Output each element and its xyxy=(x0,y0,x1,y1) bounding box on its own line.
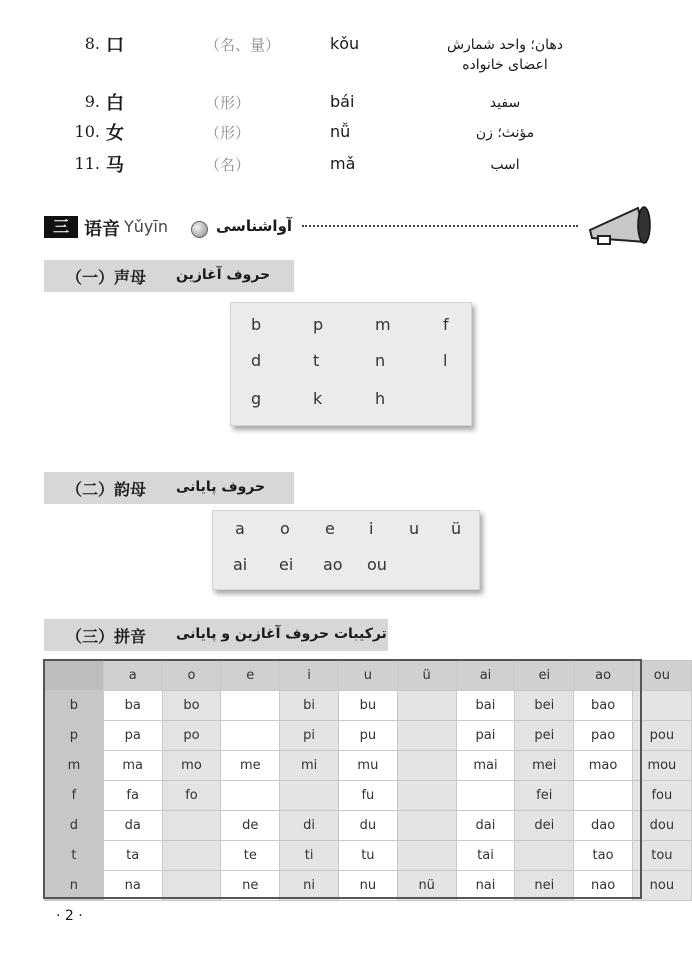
vocab-number: 11. xyxy=(74,154,100,173)
syllable-cell: nei xyxy=(515,871,574,901)
row-header: n xyxy=(45,871,104,901)
final-letter: u xyxy=(409,519,420,538)
syllable-cell: mo xyxy=(162,751,221,781)
megaphone-icon xyxy=(586,200,656,250)
pinyin-heading-persian: ترکیبات حروف آغازین و پایانی xyxy=(176,626,387,642)
syllable-cell: dou xyxy=(632,811,691,841)
syllable-cell: pi xyxy=(280,721,339,751)
vocab-row xyxy=(0,150,692,180)
syllable-cell xyxy=(162,811,221,841)
column-header: ou xyxy=(632,661,691,691)
syllable-cell: ba xyxy=(103,691,162,721)
syllable-cell: tou xyxy=(632,841,691,871)
column-header: i xyxy=(280,661,339,691)
vocab-character: 女 xyxy=(106,123,124,144)
syllable-cell: tao xyxy=(574,841,633,871)
syllable-cell: pu xyxy=(338,721,397,751)
vocab-pinyin: mǎ xyxy=(330,154,356,173)
final-letter: e xyxy=(325,519,335,538)
column-header: ei xyxy=(515,661,574,691)
syllable-cell: dai xyxy=(456,811,515,841)
syllable-cell: fa xyxy=(103,781,162,811)
syllable-cell: nao xyxy=(574,871,633,901)
syllable-cell: dao xyxy=(574,811,633,841)
final-letter: i xyxy=(369,519,374,538)
syllable-cell: pei xyxy=(515,721,574,751)
finals-heading-chinese: （二）韵母 xyxy=(66,480,147,499)
final-letter: ou xyxy=(367,555,387,574)
row-header: m xyxy=(45,751,104,781)
column-header: u xyxy=(338,661,397,691)
vocab-meaning-line: اعضای خانواده xyxy=(462,57,548,73)
table-row xyxy=(45,871,692,901)
column-header: ai xyxy=(456,661,515,691)
syllable-cell: me xyxy=(221,751,280,781)
syllable-cell xyxy=(221,781,280,811)
pinyin-heading xyxy=(44,619,388,651)
syllable-cell: fei xyxy=(515,781,574,811)
syllable-cell xyxy=(397,841,456,871)
vocab-part-of-speech: （形） xyxy=(205,124,251,142)
column-header: ü xyxy=(397,661,456,691)
syllable-cell xyxy=(162,871,221,901)
syllable-cell: bai xyxy=(456,691,515,721)
section-title-chinese: 语音 xyxy=(84,219,120,240)
dotted-leader-line xyxy=(302,225,578,227)
row-header: p xyxy=(45,721,104,751)
vocab-part-of-speech: （名） xyxy=(205,156,251,174)
syllable-cell: pai xyxy=(456,721,515,751)
syllable-cell: bo xyxy=(162,691,221,721)
initial-letter: k xyxy=(313,389,323,408)
syllable-cell: tai xyxy=(456,841,515,871)
syllable-cell: pou xyxy=(632,721,691,751)
syllable-cell: bi xyxy=(280,691,339,721)
finals-panel xyxy=(212,510,480,590)
syllable-cell: mei xyxy=(515,751,574,781)
syllable-cell: bei xyxy=(515,691,574,721)
table-header-row xyxy=(45,661,692,691)
syllable-cell: mou xyxy=(632,751,691,781)
syllable-cell xyxy=(162,841,221,871)
vocab-number: 9. xyxy=(84,92,100,111)
row-header: t xyxy=(45,841,104,871)
syllable-cell: dei xyxy=(515,811,574,841)
syllable-cell xyxy=(456,781,515,811)
vocab-character: 白 xyxy=(106,93,124,114)
syllable-cell: te xyxy=(221,841,280,871)
table-corner-cell xyxy=(45,661,104,691)
table-row xyxy=(45,691,692,721)
syllable-cell: bao xyxy=(574,691,633,721)
syllable-cell: fo xyxy=(162,781,221,811)
initial-letter: d xyxy=(251,351,262,370)
initial-letter: b xyxy=(251,315,262,334)
syllable-cell xyxy=(397,751,456,781)
syllable-cell: fou xyxy=(632,781,691,811)
initial-letter: p xyxy=(313,315,324,334)
syllable-cell: pa xyxy=(103,721,162,751)
table-row xyxy=(45,751,692,781)
column-header: o xyxy=(162,661,221,691)
column-header: ao xyxy=(574,661,633,691)
syllable-cell: ni xyxy=(280,871,339,901)
vocab-number: 8. xyxy=(84,34,100,53)
syllable-cell xyxy=(221,721,280,751)
syllable-cell: ma xyxy=(103,751,162,781)
initials-heading xyxy=(44,260,294,292)
final-letter: ei xyxy=(279,555,294,574)
syllable-cell: ta xyxy=(103,841,162,871)
syllable-cell: de xyxy=(221,811,280,841)
syllable-cell xyxy=(397,691,456,721)
pinyin-combination-table xyxy=(44,660,692,901)
column-header: e xyxy=(221,661,280,691)
table-row xyxy=(45,721,692,751)
syllable-cell: di xyxy=(280,811,339,841)
vocab-row xyxy=(0,118,692,148)
row-header: f xyxy=(45,781,104,811)
initials-panel xyxy=(230,302,472,426)
initial-letter: m xyxy=(375,315,391,334)
page-number: · 2 · xyxy=(56,908,83,924)
vocab-pinyin: kǒu xyxy=(330,34,360,53)
vocab-meaning-line: دهان؛ واحد شمارش xyxy=(446,37,564,53)
vocab-meaning xyxy=(410,35,600,75)
final-letter: ai xyxy=(233,555,248,574)
syllable-cell: mi xyxy=(280,751,339,781)
syllable-cell xyxy=(397,721,456,751)
syllable-cell xyxy=(632,691,691,721)
vocab-meaning: سفید xyxy=(489,95,521,111)
syllable-cell: pao xyxy=(574,721,633,751)
vocab-character: 口 xyxy=(106,35,124,56)
vocab-part-of-speech: （形） xyxy=(205,94,251,112)
syllable-cell: tu xyxy=(338,841,397,871)
vocab-number: 10. xyxy=(74,122,100,141)
section-title-pinyin: Yǔyīn xyxy=(124,217,168,236)
syllable-cell xyxy=(397,811,456,841)
vocab-row xyxy=(0,88,692,118)
section-heading xyxy=(44,213,604,243)
vocab-meaning: مؤنث؛ زن xyxy=(475,125,535,141)
syllable-cell xyxy=(397,781,456,811)
final-letter: o xyxy=(280,519,290,538)
syllable-cell: mao xyxy=(574,751,633,781)
section-title-persian: آواشناسی xyxy=(216,217,293,235)
syllable-cell: du xyxy=(338,811,397,841)
syllable-cell xyxy=(280,781,339,811)
syllable-cell: po xyxy=(162,721,221,751)
initials-heading-chinese: （一）声母 xyxy=(66,268,147,287)
vocab-pinyin: bái xyxy=(330,92,355,111)
syllable-cell: ti xyxy=(280,841,339,871)
table-row xyxy=(45,811,692,841)
syllable-cell: mai xyxy=(456,751,515,781)
final-letter: ü xyxy=(451,519,462,538)
syllable-cell xyxy=(221,691,280,721)
syllable-cell: na xyxy=(103,871,162,901)
initial-letter: f xyxy=(443,315,449,334)
syllable-cell: nai xyxy=(456,871,515,901)
syllable-cell: ne xyxy=(221,871,280,901)
table-row xyxy=(45,781,692,811)
final-letter: ao xyxy=(323,555,343,574)
final-letter: a xyxy=(235,519,245,538)
pinyin-heading-chinese: （三）拼音 xyxy=(66,627,147,646)
vocab-character: 马 xyxy=(106,155,124,176)
row-header: b xyxy=(45,691,104,721)
initial-letter: n xyxy=(375,351,386,370)
finals-heading-persian: حروف پایانی xyxy=(176,479,266,495)
syllable-cell xyxy=(574,781,633,811)
syllable-cell: bu xyxy=(338,691,397,721)
initial-letter: g xyxy=(251,389,262,408)
syllable-cell: da xyxy=(103,811,162,841)
syllable-cell xyxy=(515,841,574,871)
bullet-circle-icon xyxy=(191,221,208,238)
syllable-cell: mu xyxy=(338,751,397,781)
vocab-pinyin: nǚ xyxy=(330,122,351,141)
section-number-badge: 三 xyxy=(44,216,78,238)
syllable-cell: nou xyxy=(632,871,691,901)
column-header: a xyxy=(103,661,162,691)
table-row xyxy=(45,841,692,871)
row-header: d xyxy=(45,811,104,841)
initial-letter: h xyxy=(375,389,386,408)
initial-letter: t xyxy=(313,351,320,370)
syllable-cell: fu xyxy=(338,781,397,811)
vocab-row xyxy=(0,30,692,73)
syllable-cell: nu xyxy=(338,871,397,901)
initials-heading-persian: حروف آغازین xyxy=(176,267,271,283)
initial-letter: l xyxy=(443,351,448,370)
vocab-part-of-speech: （名、量） xyxy=(205,36,281,54)
vocab-meaning: اسب xyxy=(490,157,520,173)
finals-heading xyxy=(44,472,294,504)
syllable-cell: nü xyxy=(397,871,456,901)
